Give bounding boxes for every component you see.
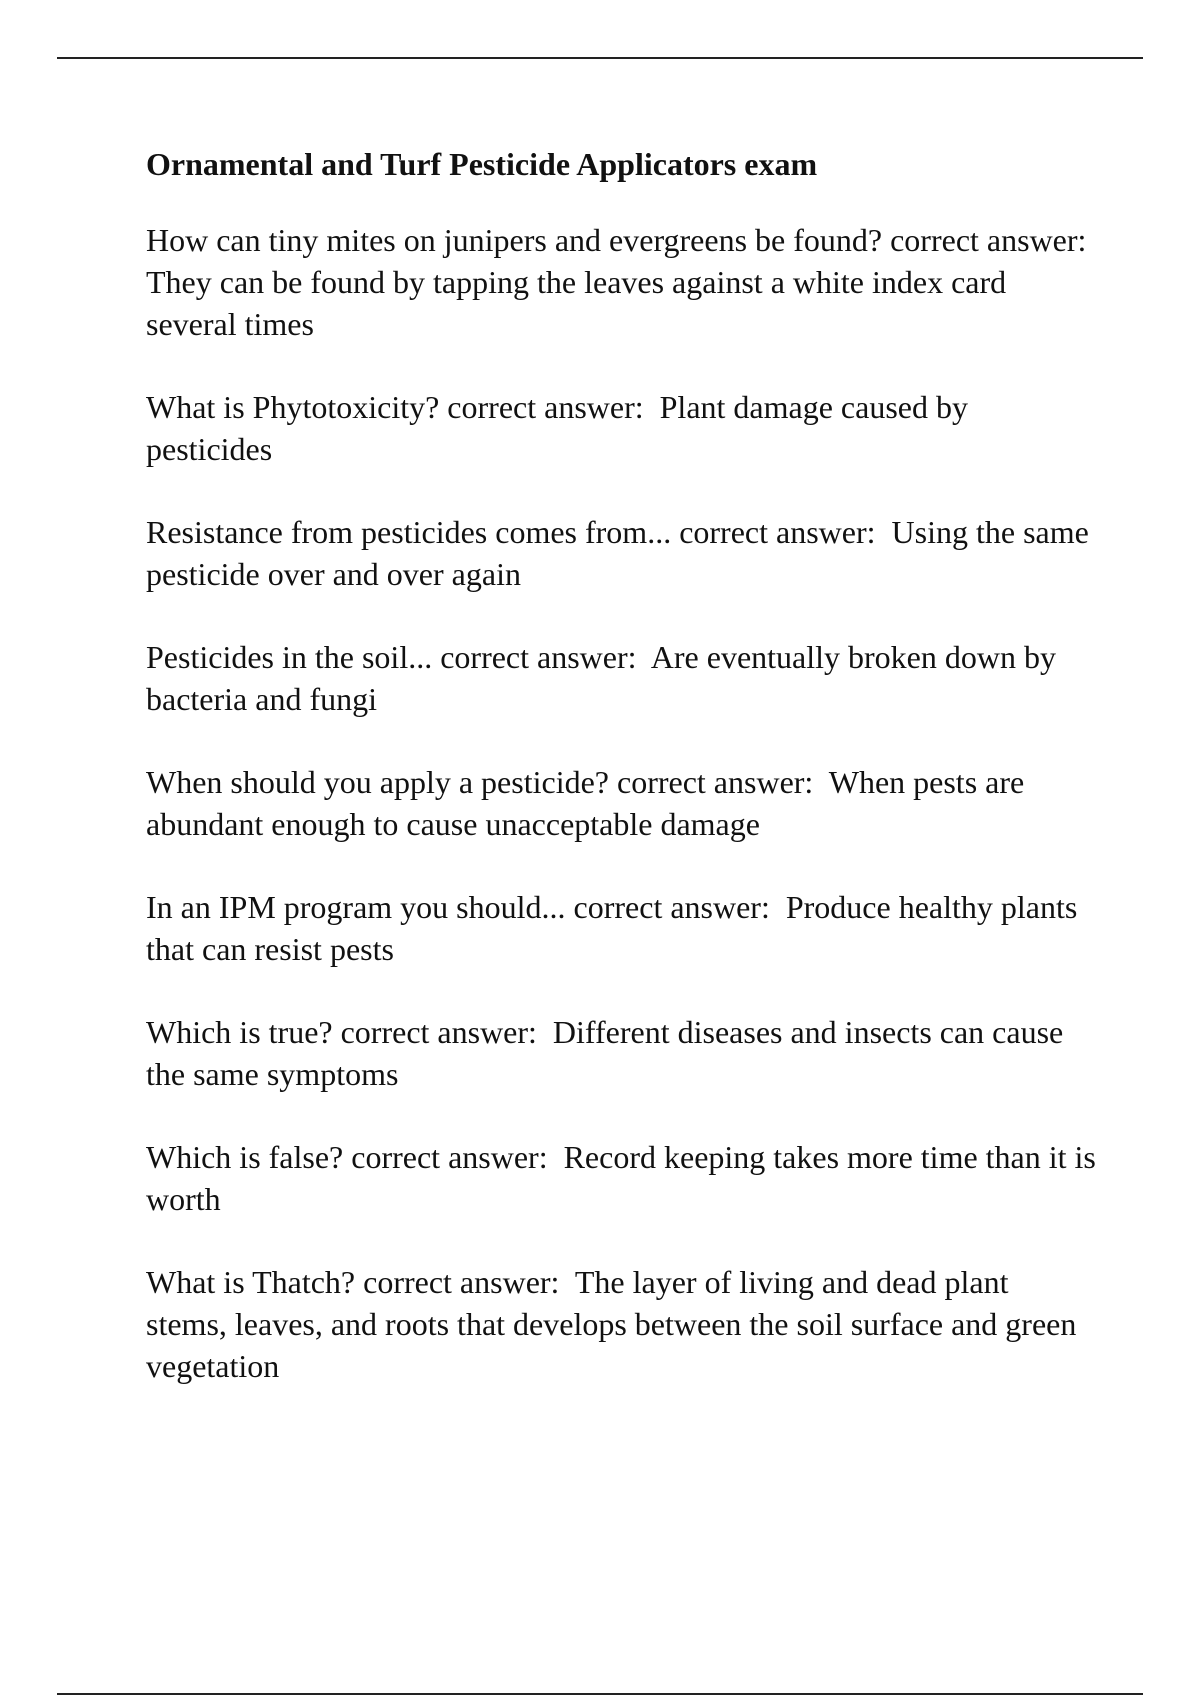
qa-entry-5: When should you apply a pesticide? correct answer: When pests are abundant enough to cause unacceptable damage	[146, 764, 1033, 842]
qa-entry-6: In an IPM program you should... correct answer: Produce healthy plants that can resist pests	[146, 889, 1086, 967]
document-title: Ornamental and Turf Pesticide Applicators exam	[146, 146, 818, 182]
qa-entry-4: Pesticides in the soil... correct answer: Are eventually broken down by bacteria and fungi	[146, 639, 1064, 717]
qa-entry-3: Resistance from pesticides comes from... correct answer: Using the same pesticide over and over again	[146, 514, 1097, 592]
qa-entry-8: Which is false? correct answer: Record keeping takes more time than it is worth	[146, 1139, 1104, 1217]
qa-entry-7: Which is true? correct answer: Different diseases and insects can cause the same symptoms	[146, 1014, 1072, 1092]
qa-entry-2: What is Phytotoxicity? correct answer: Plant damage caused by pesticides	[146, 389, 976, 467]
top-rule	[57, 57, 1143, 59]
page-content	[146, 143, 1104, 1428]
qa-entry-9: What is Thatch? correct answer: The layer of living and dead plant stems, leaves, and roots that develops between the soil surface and green vegetation	[146, 1264, 1085, 1384]
bottom-rule	[57, 1693, 1143, 1695]
qa-entry-1: How can tiny mites on junipers and evergreens be found? correct answer: They can be found by tapping the leaves against a white index card several times	[146, 222, 1102, 342]
